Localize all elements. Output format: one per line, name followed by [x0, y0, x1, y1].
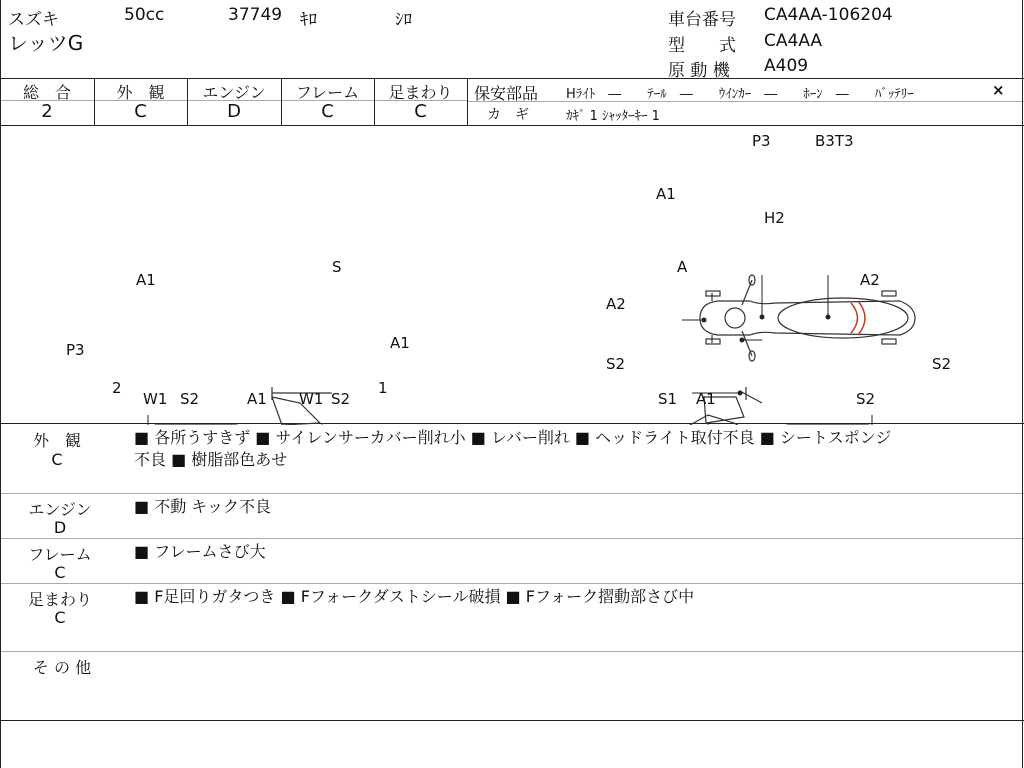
safety-label: 保安部品	[474, 84, 539, 103]
comment-exterior-text-2: 不良 ■ 樹脂部色あせ	[134, 450, 288, 469]
label-left-s: S	[332, 258, 342, 276]
comment-frame-grade: C	[54, 563, 66, 582]
mileage: 37749	[228, 5, 283, 25]
chassis-number: CA4AA-106204	[764, 5, 893, 25]
comment-frame-text: ■ フレームさび大	[134, 542, 266, 561]
label-left-num1: 1	[378, 379, 388, 397]
suspension-label: 足まわり	[388, 83, 453, 102]
label-right-a: A	[677, 258, 688, 276]
divider	[0, 651, 1024, 652]
label-left-a1-top: A1	[136, 271, 156, 289]
comment-frame-label: フレーム	[28, 545, 92, 564]
label-right-a2-left: A2	[606, 295, 626, 313]
label-right-s2-left: S2	[606, 355, 626, 373]
label-left-p3: P3	[66, 341, 85, 359]
label-left-a1b: A1	[247, 390, 267, 408]
maker: スズキ	[8, 10, 59, 30]
label-right-a2-right: A2	[860, 271, 880, 289]
label-top-a1: A1	[656, 185, 676, 203]
comment-exterior-label: 外 観	[32, 431, 81, 450]
divider	[0, 493, 1024, 494]
model-name: レッツG	[8, 31, 84, 55]
displacement: 50cc	[124, 5, 165, 25]
label-right-a1: A1	[696, 390, 716, 408]
divider	[0, 720, 1024, 721]
comment-engine-text: ■ 不動 キック不良	[134, 497, 271, 516]
comment-suspension-label: 足まわり	[27, 590, 92, 609]
comment-engine-label: エンジン	[28, 500, 92, 519]
exterior-label: 外 観	[116, 83, 165, 102]
engine-label: 原 動 機	[668, 61, 730, 81]
engine-grade: D	[227, 101, 241, 122]
key-label: カ ギ	[487, 107, 529, 123]
overall-grade: 2	[41, 101, 53, 122]
label-left-s2b: S2	[331, 390, 351, 408]
label-left-s2a: S2	[180, 390, 200, 408]
overall-label: 総 合	[22, 83, 71, 102]
label-right-s1: S1	[658, 390, 678, 408]
exterior-grade: C	[134, 101, 147, 122]
label-top-p3: P3	[752, 132, 771, 150]
divider	[0, 583, 1024, 584]
mileage-unit: ｷﾛ	[300, 10, 317, 30]
comment-exterior-text-1: ■ 各所うすきず ■ サイレンサーカバー削れ小 ■ レバー削れ ■ ヘッドライト取付不良 ■ シートスポンジ	[134, 428, 892, 447]
scooter-top-view	[700, 275, 915, 361]
engine-value: A409	[764, 56, 809, 76]
grid-divider	[467, 78, 468, 125]
label-top-b3t3: B3T3	[815, 132, 854, 150]
label-right-s2-bottom: S2	[856, 390, 876, 408]
comment-engine-grade: D	[53, 518, 67, 537]
chassis-label: 車台番号	[668, 10, 736, 30]
safety-items: Hﾗｲﾄ ― ﾃｰﾙ ― ｳｲﾝｶｰ ― ﾎｰﾝ ― ﾊﾞｯﾃﾘｰ	[566, 87, 914, 102]
engine-grade-label: エンジン	[202, 83, 266, 102]
label-left-num2: 2	[112, 379, 122, 397]
label-left-w1a: W1	[143, 390, 168, 408]
comment-exterior-grade: C	[51, 450, 63, 469]
key-value: ｶｷﾞ 1 ｼｬｯﾀｰｷｰ 1	[566, 109, 660, 124]
comment-suspension-grade: C	[54, 608, 66, 627]
frame-grade: C	[321, 101, 334, 122]
label-left-a1-right: A1	[390, 334, 410, 352]
damage-diagram	[0, 125, 1024, 425]
battery-missing-mark: ×	[992, 81, 1005, 99]
type-value: CA4AA	[764, 31, 823, 51]
scooter-right-view	[644, 387, 916, 425]
label-right-s2-right: S2	[932, 355, 952, 373]
comment-other-label: そ の 他	[32, 658, 92, 677]
comment-suspension-text: ■ F足回りガタつき ■ Fフォークダストシール破損 ■ Fフォーク摺動部さび中	[134, 587, 695, 606]
divider	[0, 78, 1024, 79]
suspension-grade: C	[414, 101, 427, 122]
frame-label: フレーム	[295, 83, 360, 102]
label-left-w1b: W1	[299, 390, 324, 408]
body-color: ｼﾛ	[395, 10, 412, 30]
divider	[0, 538, 1024, 539]
label-top-h2: H2	[764, 209, 785, 227]
type-label: 型 式	[668, 36, 736, 56]
